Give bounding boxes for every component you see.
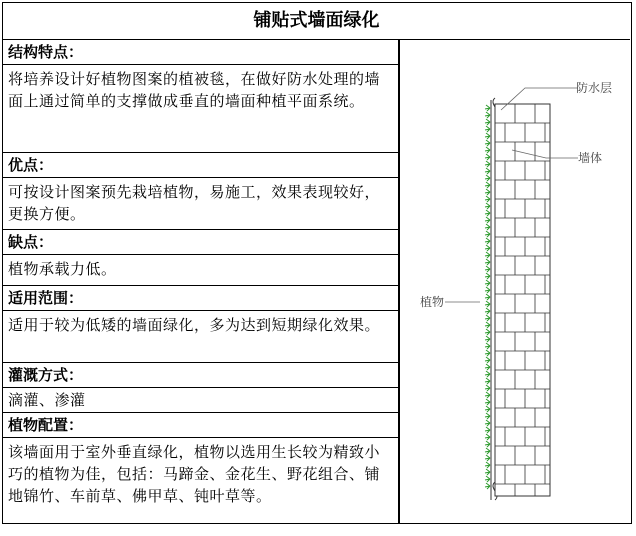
plant-tuft — [485, 462, 490, 468]
plant-tuft — [485, 441, 490, 447]
wall-section-drawing — [400, 40, 631, 523]
heading-plant-config: 植物配置： — [3, 413, 398, 438]
text-structure: 将培养设计好植物图案的植被毯，在做好防水处理的墙面上通过简单的支撑做成垂直的墙面种植平面系统。 — [3, 65, 398, 153]
plant-tuft — [485, 483, 490, 489]
wall-section-diagram — [400, 40, 631, 523]
plant-tuft — [485, 140, 490, 146]
label-waterproof: 防水层 — [576, 81, 613, 95]
plant-tuft — [485, 280, 490, 286]
plant-tuft — [485, 336, 490, 342]
plant-tuft — [485, 273, 490, 279]
plant-tuft — [485, 224, 490, 230]
plant-tuft — [485, 350, 490, 356]
text-advantages: 可按设计图案预先栽培植物，易施工，效果表现较好，更换方便。 — [3, 178, 398, 230]
plant-tuft — [485, 168, 490, 174]
plant-tuft — [485, 245, 490, 251]
plant-tuft — [485, 343, 490, 349]
plant-tuft — [485, 203, 490, 209]
plant-tuft — [485, 448, 490, 454]
plant-tuft — [485, 371, 490, 377]
plant-tuft — [485, 406, 490, 412]
green-wall-spec-sheet — [2, 2, 632, 524]
text-irrigation: 滴灌、渗灌 — [3, 388, 398, 413]
plant-tuft — [485, 364, 490, 370]
plant-tuft — [485, 308, 490, 314]
label-wall: 墙体 — [578, 151, 603, 165]
text-scope: 适用于较为低矮的墙面绿化，多为达到短期绿化效果。 — [3, 311, 398, 363]
text-plant-config: 该墙面用于室外垂直绿化，植物以选用生长较为精致小巧的植物为佳，包括：马蹄金、金花生、野花组合、铺地锦竹、车前草、佛甲草、钝叶草等。 — [8, 443, 381, 505]
plant-tuft — [485, 420, 490, 426]
plant-tuft — [485, 126, 490, 132]
heading-advantages: 优点： — [3, 153, 398, 178]
plant-tuft — [485, 161, 490, 167]
plant-tuft — [485, 329, 490, 335]
plant-tuft — [485, 301, 490, 307]
plant-tuft — [485, 175, 490, 181]
plant-tuft — [485, 392, 490, 398]
plant-tuft — [485, 147, 490, 153]
plant-tuft — [485, 182, 490, 188]
label-plant: 植物 — [420, 295, 445, 309]
wall-body — [495, 104, 550, 496]
plant-tuft — [485, 217, 490, 223]
spec-table — [3, 40, 398, 536]
plant-tuft — [485, 231, 490, 237]
plant-tuft — [485, 378, 490, 384]
plant-tuft — [485, 469, 490, 475]
heading-irrigation: 灌溉方式： — [3, 363, 398, 388]
plant-tuft — [485, 252, 490, 258]
plant-tuft — [485, 238, 490, 244]
plant-tuft — [485, 287, 490, 293]
plant-tuft — [485, 427, 490, 433]
plant-tuft — [485, 210, 490, 216]
plant-tuft — [485, 434, 490, 440]
plant-tuft — [485, 399, 490, 405]
plant-tuft — [485, 413, 490, 419]
plant-tuft — [485, 259, 490, 265]
plant-tuft — [485, 294, 490, 300]
page-title: 铺贴式墙面绿化 — [3, 3, 630, 40]
plant-tuft — [485, 105, 490, 111]
text-disadvantages: 植物承载力低。 — [3, 255, 398, 286]
plant-tuft — [485, 357, 490, 363]
heading-scope: 适用范围： — [3, 286, 398, 311]
plant-tuft — [485, 112, 490, 118]
plant-tuft — [485, 322, 490, 328]
plant-tuft — [485, 189, 490, 195]
plant-tuft — [485, 154, 490, 160]
heading-disadvantages: 缺点： — [3, 230, 398, 255]
plant-tuft — [485, 385, 490, 391]
heading-structure: 结构特点： — [3, 40, 398, 65]
plant-tuft — [485, 133, 490, 139]
plant-tuft — [485, 196, 490, 202]
plant-tuft — [485, 266, 490, 272]
plant-tuft — [485, 315, 490, 321]
plant-tuft — [485, 119, 490, 125]
plant-tuft — [485, 476, 490, 482]
plant-tuft — [485, 455, 490, 461]
plant-layer — [485, 105, 490, 489]
